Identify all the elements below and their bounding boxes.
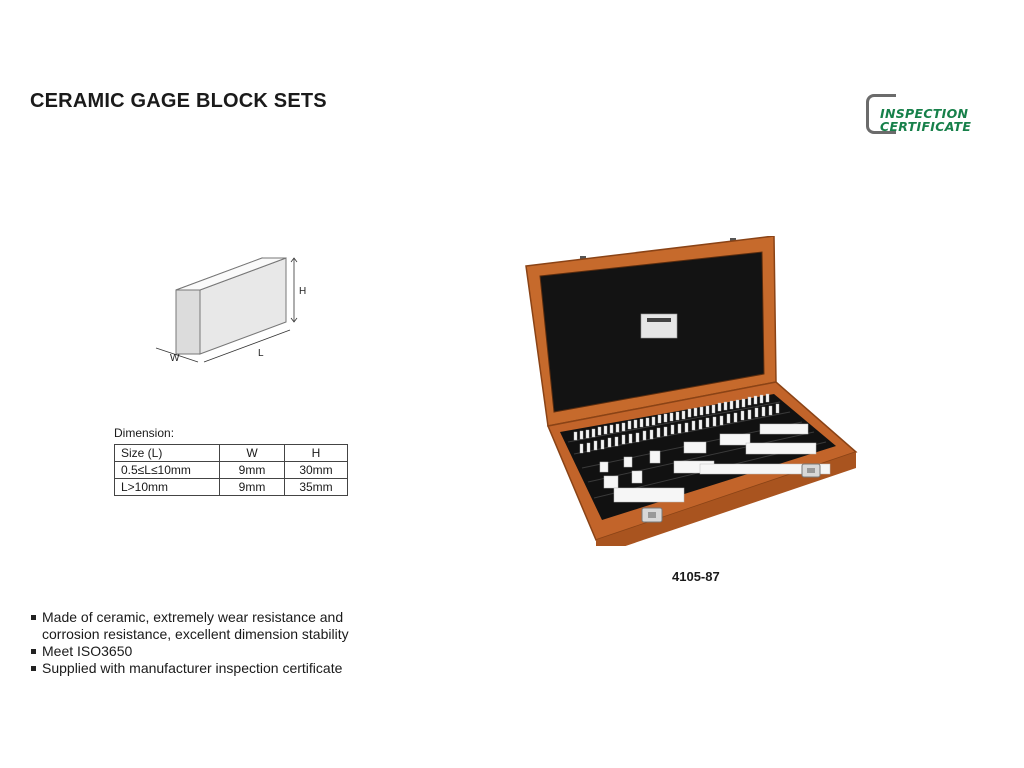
list-item [30,643,392,660]
table-header-cell: H [285,445,348,462]
table-header-cell: Size (L) [115,445,220,462]
block-end-face [176,290,200,354]
page-title: CERAMIC GAGE BLOCK SETS [30,90,327,112]
table-row [115,479,348,496]
table-header-row [115,445,348,462]
dimension-caption: Dimension: [114,426,175,440]
table-cell: 30mm [285,462,348,479]
nameplate-logo [647,318,671,322]
certificate-logo-text [880,107,971,133]
table-cell: 0.5≤L≤10mm [115,462,220,479]
inspection-certificate-logo [866,94,996,136]
bullet-icon [31,666,36,671]
l-label: L [258,348,264,359]
w-label: W [170,353,180,364]
table-row [115,462,348,479]
model-number: 4105-87 [672,569,720,584]
table-header-cell: W [220,445,285,462]
certificate-line-2: CERTIFICATE [880,119,972,134]
table-cell: 35mm [285,479,348,496]
bullet-icon [31,615,36,620]
feature-text: Meet ISO3650 [42,643,133,659]
feature-text: Supplied with manufacturer inspection certificate [42,660,343,676]
table-cell: 9mm [220,462,285,479]
lid-nameplate [641,314,677,338]
bullet-icon [31,649,36,654]
gage-block-diagram [150,250,310,370]
dimension-table [114,444,348,496]
feature-list [30,609,392,677]
list-item [30,609,392,643]
list-item [30,660,392,677]
certificate-line-1: INSPECTION [880,106,969,121]
table-cell: 9mm [220,479,285,496]
h-label: H [299,286,307,297]
gage-block-set-case-image [524,236,860,546]
feature-text: Made of ceramic, extremely wear resistance and corrosion resistance, excellent dimension stability [42,609,349,642]
table-cell: L>10mm [115,479,220,496]
